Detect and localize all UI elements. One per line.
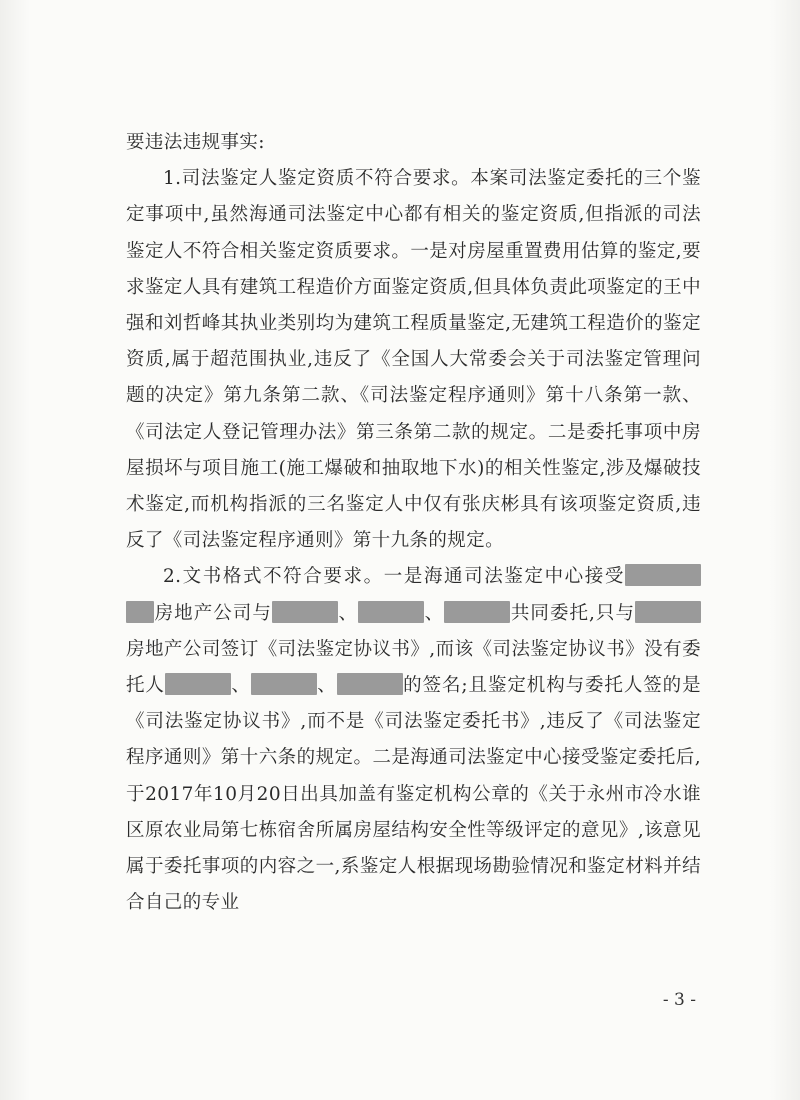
redaction-box	[251, 673, 317, 695]
redaction-box	[165, 673, 231, 695]
para2-seg-6: 房地产公司签订《司法鉴定协议书》,而该《司法鉴定协议书》没有委托人	[126, 638, 701, 697]
page-number: - 3 -	[662, 990, 696, 1010]
redaction-box	[635, 601, 701, 623]
para2-seg-1: 2.文书格式不符合要求。一是海通司法鉴定中心接受	[163, 566, 625, 588]
body-text	[126, 125, 701, 921]
redaction-box	[625, 564, 701, 586]
para2-seg-7: 、	[230, 675, 251, 697]
para2-seg-9: 的签名;且鉴定机构与委托人签的是《司法鉴定协议书》,而不是《司法鉴定委托书》,违反了《司法鉴定程序通则》第十六条的规定。二是海通司法鉴定中心接受鉴定委托后,于2017年10月20日出具加盖有鉴定机构公章的《关于永州市冷水谁区原农业局第七栋宿舍所属房屋结构安全性等级评定的意见》,该意见属于委托事项的内容之一,系鉴定人根据现场勘验情况和鉴定材料并结合自己的专业	[126, 675, 701, 914]
para2-seg-3: 、	[337, 602, 359, 624]
redaction-box	[337, 673, 403, 695]
intro-line: 要违法违规事实:	[126, 132, 265, 153]
para2-seg-4: 、	[424, 602, 445, 624]
redaction-box	[126, 601, 154, 623]
para2-seg-5: 共同委托,只与	[510, 602, 636, 624]
paragraph-1: 1.司法鉴定人鉴定资质不符合要求。本案司法鉴定委托的三个鉴定事项中,虽然海通司法鉴定中心都有相关的鉴定资质,但指派的司法鉴定人不符合相关鉴定资质要求。一是对房屋重置费用估算的鉴定,要求鉴定人具有建筑工程造价方面鉴定资质,但具体负责此项鉴定的王中强和刘哲峰其执业类别均为建筑工程质量鉴定,无建筑工程造价的鉴定资质,属于超范围执业,违反了《全国人大常委会关于司法鉴定管理问题的决定》第九条第二款、《司法鉴定程序通则》第十八条第一款、《司法定人登记管理办法》第三条第二款的规定。二是委托事项中房屋损坏与项目施工(施工爆破和抽取地下水)的相关性鉴定,涉及爆破技术鉴定,而机构指派的三名鉴定人中仅有张庆彬具有该项鉴定资质,违反了《司法鉴定程序通则》第十九条的规定。	[126, 168, 701, 552]
para2-seg-8: 、	[316, 675, 337, 697]
para2-seg-2: 房地产公司与	[154, 602, 272, 624]
redaction-box	[358, 601, 424, 623]
paragraph-2	[126, 559, 701, 921]
redaction-box	[272, 601, 338, 623]
redaction-box	[444, 601, 510, 623]
